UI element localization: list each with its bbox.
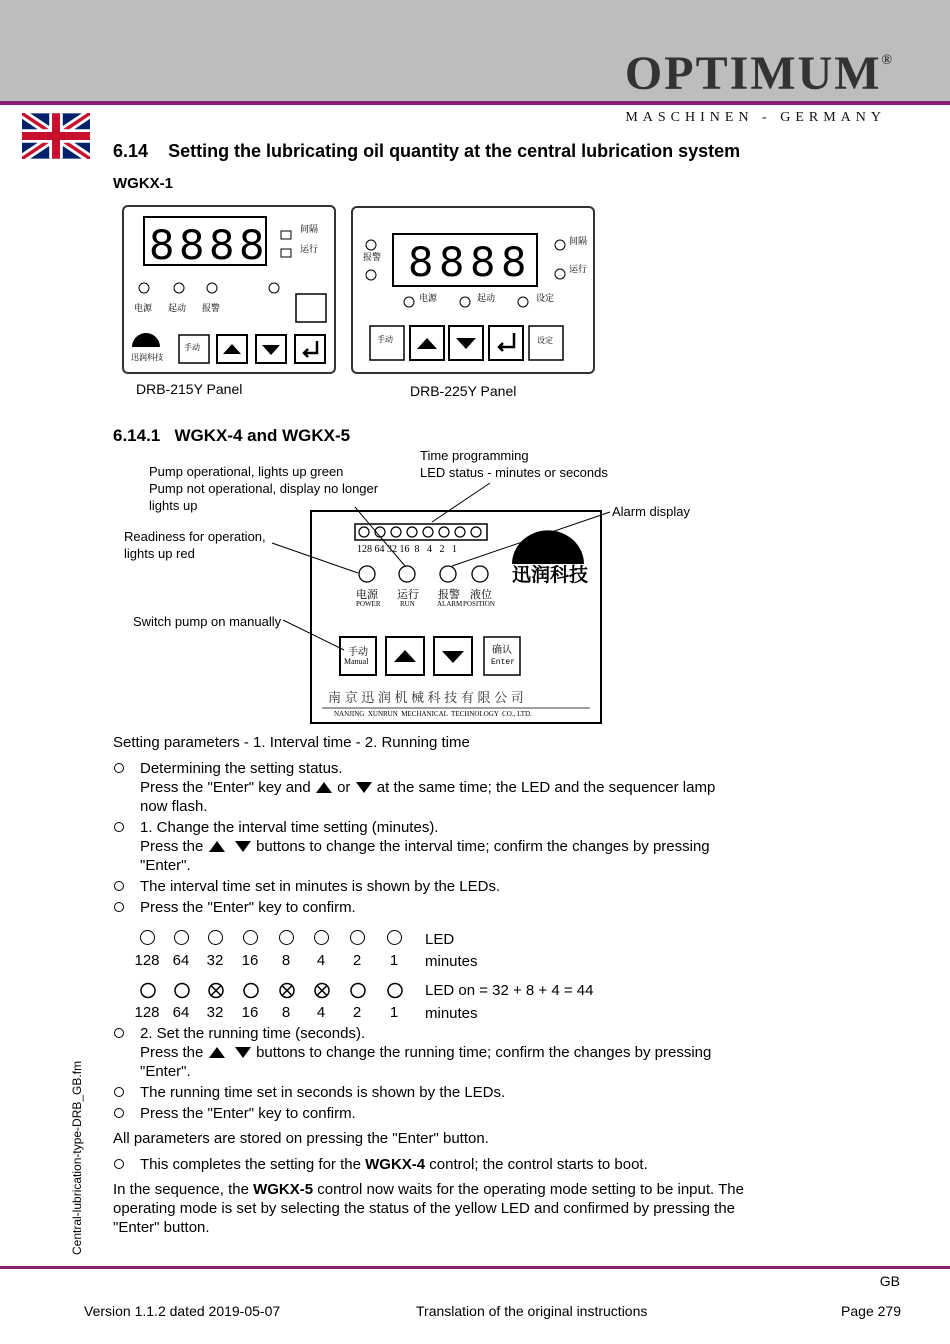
svg-text:间隔: 间隔 bbox=[300, 225, 319, 235]
led-scale-label: 128 64 32 16 8 4 2 1 bbox=[357, 544, 457, 555]
led-off bbox=[175, 984, 189, 998]
led-number: 1 bbox=[389, 1004, 399, 1021]
led-number: 16 bbox=[241, 952, 259, 969]
seven-segment-digit: 8 bbox=[501, 240, 527, 286]
all-params-text: All parameters are stored on pressing the "Enter" button. bbox=[113, 1130, 489, 1147]
led-off bbox=[174, 930, 189, 945]
led-number: 8 bbox=[281, 1004, 291, 1021]
bullet-4: Press the "Enter" key to confirm. bbox=[140, 899, 356, 916]
bullet-7: Press the "Enter" key to confirm. bbox=[140, 1105, 356, 1122]
seven-segment-digit: 8 bbox=[239, 223, 265, 269]
svg-text:设定: 设定 bbox=[537, 336, 553, 345]
led-off bbox=[244, 984, 258, 998]
brand-tagline: MASCHINEN - GERMANY bbox=[625, 110, 886, 125]
bullet-1: Determining the setting status. Press the "Enter" key and or at the same time; the LED and the sequencer lamp now flash. bbox=[140, 760, 716, 815]
panel-wgkx bbox=[310, 510, 602, 724]
side-file-name: Central-lubrication-type-DRB_GB.fm bbox=[70, 1060, 84, 1255]
annotation-time-programming: Time programming LED status - minutes or seconds bbox=[420, 448, 608, 480]
brand-logo: OPTIMUM® bbox=[624, 47, 894, 100]
panel-drb-215y bbox=[122, 205, 336, 374]
panel-drb-215y-drawing bbox=[124, 207, 334, 372]
led-number: 1 bbox=[389, 952, 399, 969]
setting-params-text: Setting parameters - 1. Interval time - 2. Running time bbox=[113, 734, 470, 751]
uk-flag-icon bbox=[22, 113, 90, 159]
svg-text:运行: 运行 bbox=[300, 245, 319, 255]
bullet-5: 2. Set the running time (seconds). Press the buttons to change the running time; confirm the changes by pressing "Enter". bbox=[140, 1025, 712, 1080]
annotation-alarm-display: Alarm display bbox=[612, 504, 691, 519]
led-off bbox=[350, 930, 365, 945]
bullet-2: 1. Change the interval time setting (minutes). Press the buttons to change the interval time; confirm the changes by pressing "Enter". bbox=[140, 819, 710, 874]
arrow-up-icon bbox=[208, 839, 226, 853]
led-off bbox=[243, 930, 258, 945]
sequence-paragraph: In the sequence, the WGKX-5 control now waits for the operating mode setting to be input. The operating mode is set by selecting the status of the yellow LED and confirmed by pressing the "Enter" button. bbox=[113, 1181, 744, 1236]
panel-label-alarm: 报警 bbox=[438, 589, 460, 601]
company-name-cn: 南 京 迅 润 机 械 科 技 有 限 公 司 bbox=[328, 690, 524, 705]
panel-label-alarm-en: ALARM bbox=[437, 600, 463, 608]
svg-text:间隔: 间隔 bbox=[569, 237, 588, 247]
led-off bbox=[387, 930, 402, 945]
led-number: 2 bbox=[352, 952, 362, 969]
led-number: 32 bbox=[206, 1004, 224, 1021]
led-row-2 bbox=[129, 982, 419, 1000]
company-name-en: NANJING XUNRUN MECHANICAL TECHNOLOGY CO., LTD. bbox=[334, 710, 532, 718]
arrow-up-icon bbox=[208, 1045, 226, 1059]
led-off bbox=[351, 984, 365, 998]
bullet-marker bbox=[113, 1024, 127, 1038]
footer-page-number: Page 279 bbox=[841, 1303, 901, 1319]
seven-segment-digit: 8 bbox=[179, 223, 205, 269]
led-off bbox=[279, 930, 294, 945]
panel-a-caption: DRB-215Y Panel bbox=[136, 381, 243, 397]
led-number: 2 bbox=[352, 1004, 362, 1021]
model-heading: WGKX-1 bbox=[113, 175, 173, 192]
footer-divider bbox=[0, 1266, 950, 1269]
led-off bbox=[314, 930, 329, 945]
svg-text:报警: 报警 bbox=[202, 304, 221, 314]
led-off bbox=[141, 984, 155, 998]
bullet-marker bbox=[113, 877, 127, 891]
led-on-label: LED on = 32 + 8 + 4 = 44 bbox=[425, 982, 594, 999]
led-number: 4 bbox=[316, 952, 326, 969]
header-divider bbox=[0, 101, 950, 105]
annotation-readiness: Readiness for operation, lights up red bbox=[124, 529, 266, 561]
led-off bbox=[208, 930, 223, 945]
led-number: 8 bbox=[281, 952, 291, 969]
footer-version: Version 1.1.2 dated 2019-05-07 bbox=[84, 1303, 281, 1319]
panel-drb-225y bbox=[351, 206, 595, 374]
led-row-label: LED bbox=[425, 931, 455, 948]
panel-label-power-en: POWER bbox=[356, 600, 381, 608]
panel-label-run: 运行 bbox=[397, 589, 419, 601]
bullet-3: The interval time set in minutes is shown by the LEDs. bbox=[140, 878, 501, 895]
seven-segment-digit: 8 bbox=[209, 223, 235, 269]
bullet-marker bbox=[113, 818, 127, 832]
arrow-up-icon bbox=[315, 780, 333, 794]
panel-b-caption: DRB-225Y Panel bbox=[410, 383, 517, 399]
enter-button-label-en: Enter bbox=[491, 658, 516, 667]
bullet-marker bbox=[113, 1104, 127, 1118]
minutes-label-2: minutes bbox=[425, 1005, 478, 1022]
seven-segment-digit: 8 bbox=[439, 240, 465, 286]
footer-language: GB bbox=[879, 1273, 900, 1289]
panel-label-power: 电源 bbox=[356, 589, 378, 601]
manual-button-label-en: Manual bbox=[344, 657, 369, 666]
svg-text:电源: 电源 bbox=[134, 304, 153, 314]
bullet-marker bbox=[113, 1155, 127, 1169]
led-number: 128 bbox=[134, 1004, 160, 1021]
seven-segment-digit: 8 bbox=[470, 240, 496, 286]
panel-label-position: 液位 bbox=[470, 589, 492, 601]
annotation-pump-operational: Pump operational, lights up green Pump not operational, display no longer lights up bbox=[149, 464, 379, 513]
svg-text:迅润科技: 迅润科技 bbox=[131, 353, 163, 362]
svg-text:运行: 运行 bbox=[569, 265, 588, 275]
section-heading: 6.14 Setting the lubricating oil quantity at the central lubrication system bbox=[113, 141, 741, 161]
bullet-marker bbox=[113, 759, 127, 773]
bullet-6: The running time set in seconds is shown by the LEDs. bbox=[140, 1084, 506, 1101]
svg-text:手动: 手动 bbox=[377, 335, 393, 344]
enter-button-label: 确认 bbox=[492, 645, 512, 656]
svg-text:电源: 电源 bbox=[419, 294, 438, 304]
led-number: 64 bbox=[172, 952, 190, 969]
led-number: 64 bbox=[172, 1004, 190, 1021]
svg-text:起动: 起动 bbox=[168, 304, 187, 314]
panel-logo-text: 迅润科技 bbox=[512, 565, 589, 586]
annotation-switch-manual: Switch pump on manually bbox=[133, 614, 282, 629]
bullet-8: This completes the setting for the WGKX-4 control; the control starts to boot. bbox=[140, 1156, 648, 1173]
manual-button-label: 手动 bbox=[348, 647, 368, 658]
arrow-down-icon bbox=[234, 1045, 252, 1059]
led-number: 4 bbox=[316, 1004, 326, 1021]
svg-text:报警: 报警 bbox=[363, 253, 382, 263]
footer-translation: Translation of the original instructions bbox=[416, 1303, 648, 1319]
svg-text:手动: 手动 bbox=[184, 343, 200, 352]
svg-text:设定: 设定 bbox=[536, 294, 555, 304]
led-number: 32 bbox=[206, 952, 224, 969]
panel-drb-225y-drawing bbox=[353, 208, 593, 372]
led-off bbox=[140, 930, 155, 945]
bullet-marker bbox=[113, 1083, 127, 1097]
seven-segment-digit: 8 bbox=[149, 223, 175, 269]
panel-label-position-en: POSITION bbox=[463, 600, 495, 608]
bullet-marker bbox=[113, 898, 127, 912]
led-number: 128 bbox=[134, 952, 160, 969]
led-off bbox=[388, 984, 402, 998]
minutes-label: minutes bbox=[425, 953, 478, 970]
panel-label-run-en: RUN bbox=[400, 600, 415, 608]
arrow-down-icon bbox=[355, 780, 373, 794]
led-row-1 bbox=[129, 930, 419, 948]
subsection-heading: 6.14.1 WGKX-4 and WGKX-5 bbox=[113, 426, 351, 445]
arrow-down-icon bbox=[234, 839, 252, 853]
led-number: 16 bbox=[241, 1004, 259, 1021]
svg-text:起动: 起动 bbox=[477, 294, 496, 304]
seven-segment-digit: 8 bbox=[408, 240, 434, 286]
